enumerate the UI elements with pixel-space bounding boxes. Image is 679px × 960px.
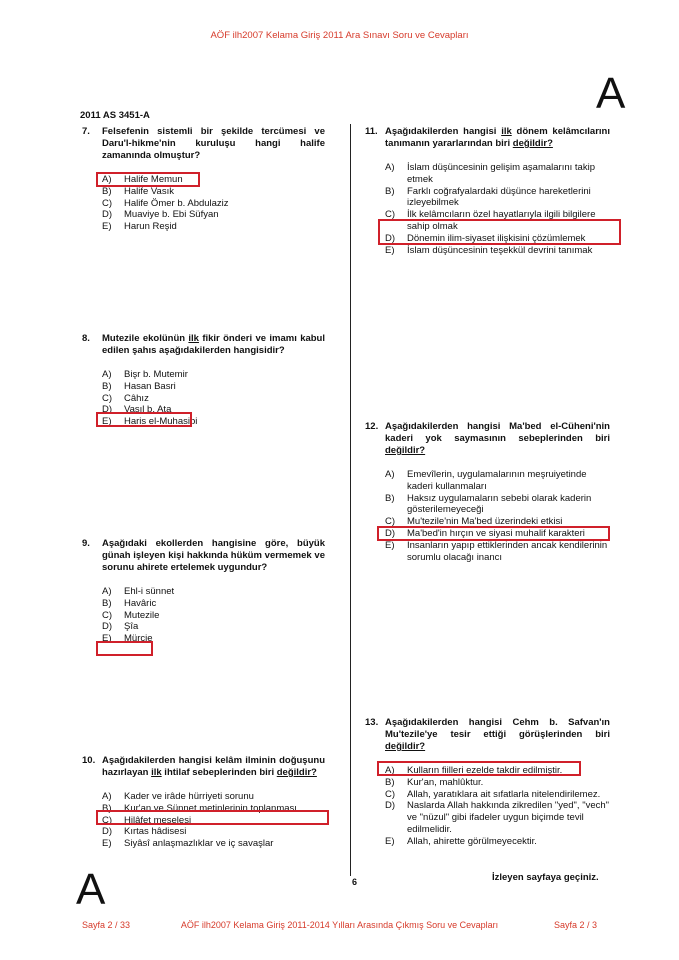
question-number: 9. bbox=[82, 538, 90, 549]
answer-highlight-q9 bbox=[96, 641, 153, 656]
option-c[interactable]: C) Allah, yaratıklara ait sıfatlarla nitelendirilemez. bbox=[385, 788, 601, 800]
option-a[interactable]: A) Halife Memun bbox=[102, 174, 183, 185]
booklet-letter-bottom: A bbox=[76, 865, 106, 914]
option-c[interactable]: C) Halife Ömer b. Abdulaziz bbox=[102, 197, 229, 209]
question-number: 11. bbox=[365, 126, 378, 137]
question-stem: Mutezile ekolünün ilk fikir önderi ve imamı kabul edilen şahıs aşağıdakilerden hangisidir? bbox=[102, 333, 326, 356]
option-e[interactable]: E) Mürcie bbox=[102, 633, 153, 645]
option-a[interactable]: A) İslam düşüncesinin gelişim aşamalarını takip etmek bbox=[385, 162, 595, 185]
option-c[interactable]: C) Mu'tezile'nin Ma'bed üzerindeki etkisi bbox=[385, 516, 563, 528]
question-13 bbox=[365, 717, 610, 848]
answer-highlight-q12 bbox=[377, 526, 610, 541]
option-c[interactable]: C) Mutezile bbox=[102, 609, 160, 621]
option-a[interactable]: A) Bişr b. Mutemir bbox=[102, 369, 188, 380]
option-e[interactable]: E) İnsanların yapıp ettiklerinden ancak kendilerinin sorumlu olacağı inancı bbox=[385, 539, 608, 563]
booklet-letter-top: A bbox=[596, 69, 626, 118]
option-a[interactable]: A) Emevîlerin, uygulamalarının meşruiyetinde kaderi kullanmaları bbox=[385, 469, 587, 492]
question-number: 12. bbox=[365, 421, 379, 432]
option-b[interactable]: B) Havâric bbox=[102, 597, 157, 609]
question-stem: Aşağıdakilerden hangisi Ma'bed el-Cüheni'nin kaderi yok saymasının sebeplerinden biri değildir? bbox=[385, 421, 610, 456]
option-e[interactable]: E) Haris el-Muhasibi bbox=[102, 416, 198, 428]
answer-highlight-q11 bbox=[378, 219, 621, 245]
question-stem: Aşağıdakilerden hangisi ilk dönem kelâmcılarını tanımanın yararlarından biri değildir? bbox=[385, 126, 610, 149]
option-d[interactable]: D) Dönemin ilim-siyaset ilişkisini çözümlemek bbox=[385, 232, 586, 244]
option-b[interactable]: B) Hasan Basri bbox=[102, 380, 176, 392]
option-b[interactable]: B) Halife Vasık bbox=[102, 185, 174, 197]
question-9 bbox=[82, 538, 325, 645]
question-12 bbox=[365, 421, 610, 563]
option-d[interactable]: D) Ma'bed'in hırçın ve siyasi muhalif karakteri bbox=[385, 527, 585, 539]
question-number: 13. bbox=[365, 717, 379, 728]
footer-title: AÖF ilh2007 Kelama Giriş 2011-2014 Yılları Arasında Çıkmış Soru ve Cevapları bbox=[180, 920, 499, 930]
option-b[interactable]: B) Kur'an ve Sünnet metinlerinin toplanması bbox=[102, 802, 297, 814]
option-d[interactable]: D) Şîa bbox=[102, 621, 139, 633]
option-b[interactable]: B) Haksız uygulamaların sebebi olarak kaderin gösterilemeyeceği bbox=[385, 492, 592, 516]
option-b[interactable]: B) Kur'an, mahlûktur. bbox=[385, 776, 484, 788]
question-stem: Aşağıdakilerden hangisi kelâm ilminin doğuşunu hazırlayan ilk ihtilaf sebeplerinden biri değildir? bbox=[102, 755, 325, 778]
question-stem: Felsefenin sistemli bir şekilde tercümesi ve Daru'l-hikme'nin kuruluşu hangi halife zamanında olmuştur? bbox=[102, 126, 325, 161]
exam-code: 2011 AS 3451-A bbox=[80, 110, 150, 121]
answer-highlight-q13 bbox=[377, 761, 581, 776]
answer-highlight-q7 bbox=[96, 172, 200, 187]
option-b[interactable]: B) Farklı coğrafyalardaki düşünce hareketlerini izleyebilmek bbox=[385, 185, 591, 209]
option-c[interactable]: C) Hilâfet meselesi bbox=[102, 814, 192, 826]
page-number: 6 bbox=[351, 877, 357, 887]
option-d[interactable]: D) Vasıl b. Ata bbox=[102, 404, 172, 416]
option-d[interactable]: D) Naslarda Allah hakkında zikredilen "yed", "vech" ve "nüzul" gibi ifadeler uygun biçimde tevil edilmelidir. bbox=[385, 800, 610, 835]
answer-highlight-q10 bbox=[96, 810, 329, 825]
option-c[interactable]: C) Câhız bbox=[102, 392, 149, 404]
page-header-title: AÖF ilh2007 Kelama Giriş 2011 Ara Sınavı Soru ve Cevapları bbox=[210, 30, 469, 41]
option-a[interactable]: A) Kulların fiilleri ezelde takdir edilmiştir. bbox=[385, 765, 563, 776]
next-page-note: İzleyen sayfaya geçiniz. bbox=[492, 872, 599, 883]
question-number: 7. bbox=[82, 126, 90, 137]
option-d[interactable]: D) Kırtas hâdisesi bbox=[102, 826, 187, 838]
column-divider bbox=[350, 124, 351, 876]
option-a[interactable]: A) Kader ve irâde hürriyeti sorunu bbox=[102, 791, 254, 802]
footer-right-page: Sayfa 2 / 3 bbox=[554, 920, 598, 930]
question-stem: Aşağıdaki ekollerden hangisine göre, büyük günah işleyen kişi hakkında hüküm vermemek ve sorunu ahirete ertelemek uygundur? bbox=[102, 538, 325, 573]
option-d[interactable]: D) Muaviye b. Ebi Süfyan bbox=[102, 209, 219, 221]
question-number: 8. bbox=[82, 333, 90, 344]
question-stem: Aşağıdakilerden hangisi Cehm b. Safvan'ın Mu'tezile'ye tesir ettiği görüşlerinden biri değildir? bbox=[385, 717, 610, 752]
question-10 bbox=[82, 755, 325, 850]
option-e[interactable]: E) Allah, ahirette görülmeyecektir. bbox=[385, 835, 537, 847]
option-e[interactable]: E) İslam düşüncesinin teşekkül devrini tanımak bbox=[385, 244, 593, 256]
answer-highlight-q8 bbox=[96, 412, 192, 427]
option-e[interactable]: E) Harun Reşid bbox=[102, 221, 177, 233]
option-e[interactable]: E) Siyâsî anlaşmazlıklar ve iç savaşlar bbox=[102, 838, 274, 850]
question-number: 10. bbox=[82, 755, 96, 766]
footer-left-page: Sayfa 2 / 33 bbox=[82, 920, 131, 930]
option-a[interactable]: A) Ehl-i sünnet bbox=[102, 586, 175, 597]
option-c[interactable]: C) İlk kelâmcıların özel hayatlarıyla ilgili bilgilere sahip olmak bbox=[385, 209, 596, 232]
